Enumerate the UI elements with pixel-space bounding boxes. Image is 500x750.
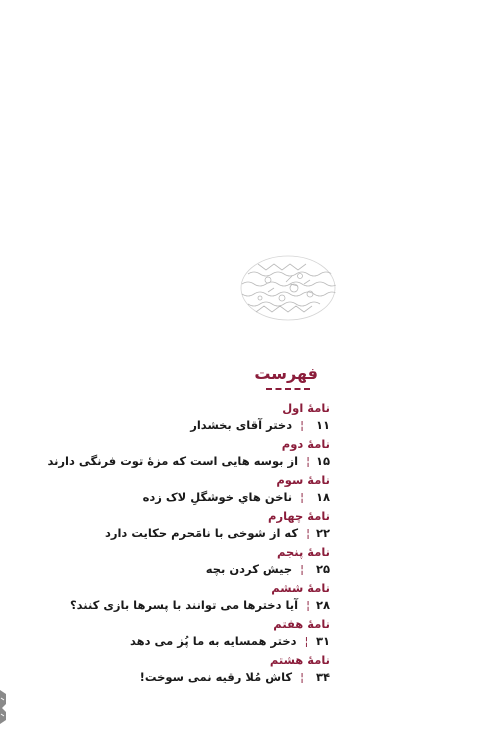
toc-entry[interactable] [47, 452, 330, 470]
chapter-heading: نامۀ ششم [271, 581, 330, 595]
page-number: ۱۱ [315, 418, 330, 432]
page-number: ۳۱ [315, 634, 330, 648]
toc-entry[interactable] [69, 596, 330, 614]
separator: ¦ [300, 670, 304, 684]
page-number: ۱۵ [315, 454, 330, 468]
chapter-heading: نامۀ سوم [276, 473, 330, 487]
toc-title: فهرست [254, 364, 318, 383]
separator: ¦ [306, 526, 310, 540]
entry-title: دختر آقای بخشدار [190, 418, 293, 432]
separator: ¦ [300, 562, 304, 576]
entry-title: ناخن هاي خوشگلِ لاک زده [142, 490, 293, 504]
chapter-block [47, 436, 330, 470]
chapter-heading: نامۀ هفتم [273, 617, 330, 631]
chapter-block [130, 400, 330, 434]
toc-entry[interactable] [130, 488, 330, 506]
entry-title: جیش کردن بچه [205, 562, 293, 576]
toc-entry[interactable] [130, 416, 330, 434]
title-dashed-rule [266, 388, 310, 390]
entry-title: کاش مُلا رقیه نمی سوخت! [139, 670, 293, 684]
entry-title: دختر همسایه به ما پُز می دهد [130, 634, 297, 648]
chapter-block [104, 508, 330, 542]
page-number: ۲۸ [315, 598, 330, 612]
chapter-heading: نامۀ دوم [281, 437, 330, 451]
separator: ¦ [306, 598, 310, 612]
entry-title: آیا دخترها می توانند با پسرها بازی کنند؟ [69, 598, 299, 612]
chapter-heading: نامۀ هشتم [269, 653, 330, 667]
chapter-heading: نامۀ اول [282, 401, 330, 415]
chapter-block [130, 652, 330, 686]
separator: ¦ [300, 418, 304, 432]
chapter-block [69, 580, 330, 614]
chapter-block [130, 544, 330, 578]
toc-entry[interactable] [130, 560, 330, 578]
separator: ¦ [300, 490, 304, 504]
separator: ¦ [304, 634, 309, 648]
ornament-circle-illustration [238, 254, 338, 322]
chapter-block [130, 472, 330, 506]
toc-entry[interactable] [104, 524, 330, 542]
toc-entry[interactable] [130, 632, 330, 650]
chapter-heading: نامۀ چهارم [268, 509, 330, 523]
entry-title: که از شوخی با نامَحرم حکایت دارد [104, 526, 299, 540]
publisher-logo-icon [0, 690, 12, 724]
page-number: ۲۵ [315, 562, 330, 576]
chapter-heading: نامۀ پنجم [276, 545, 330, 559]
table-of-contents [47, 400, 330, 688]
page-number: ۲۲ [315, 526, 330, 540]
toc-entry[interactable] [130, 668, 330, 686]
separator: ¦ [306, 454, 310, 468]
entry-title: از بوسه هایی است که مزۀ توت فرنگی دارند [47, 454, 299, 468]
page-number: ۳۴ [315, 670, 330, 684]
page-number: ۱۸ [315, 490, 330, 504]
chapter-block [130, 616, 330, 650]
